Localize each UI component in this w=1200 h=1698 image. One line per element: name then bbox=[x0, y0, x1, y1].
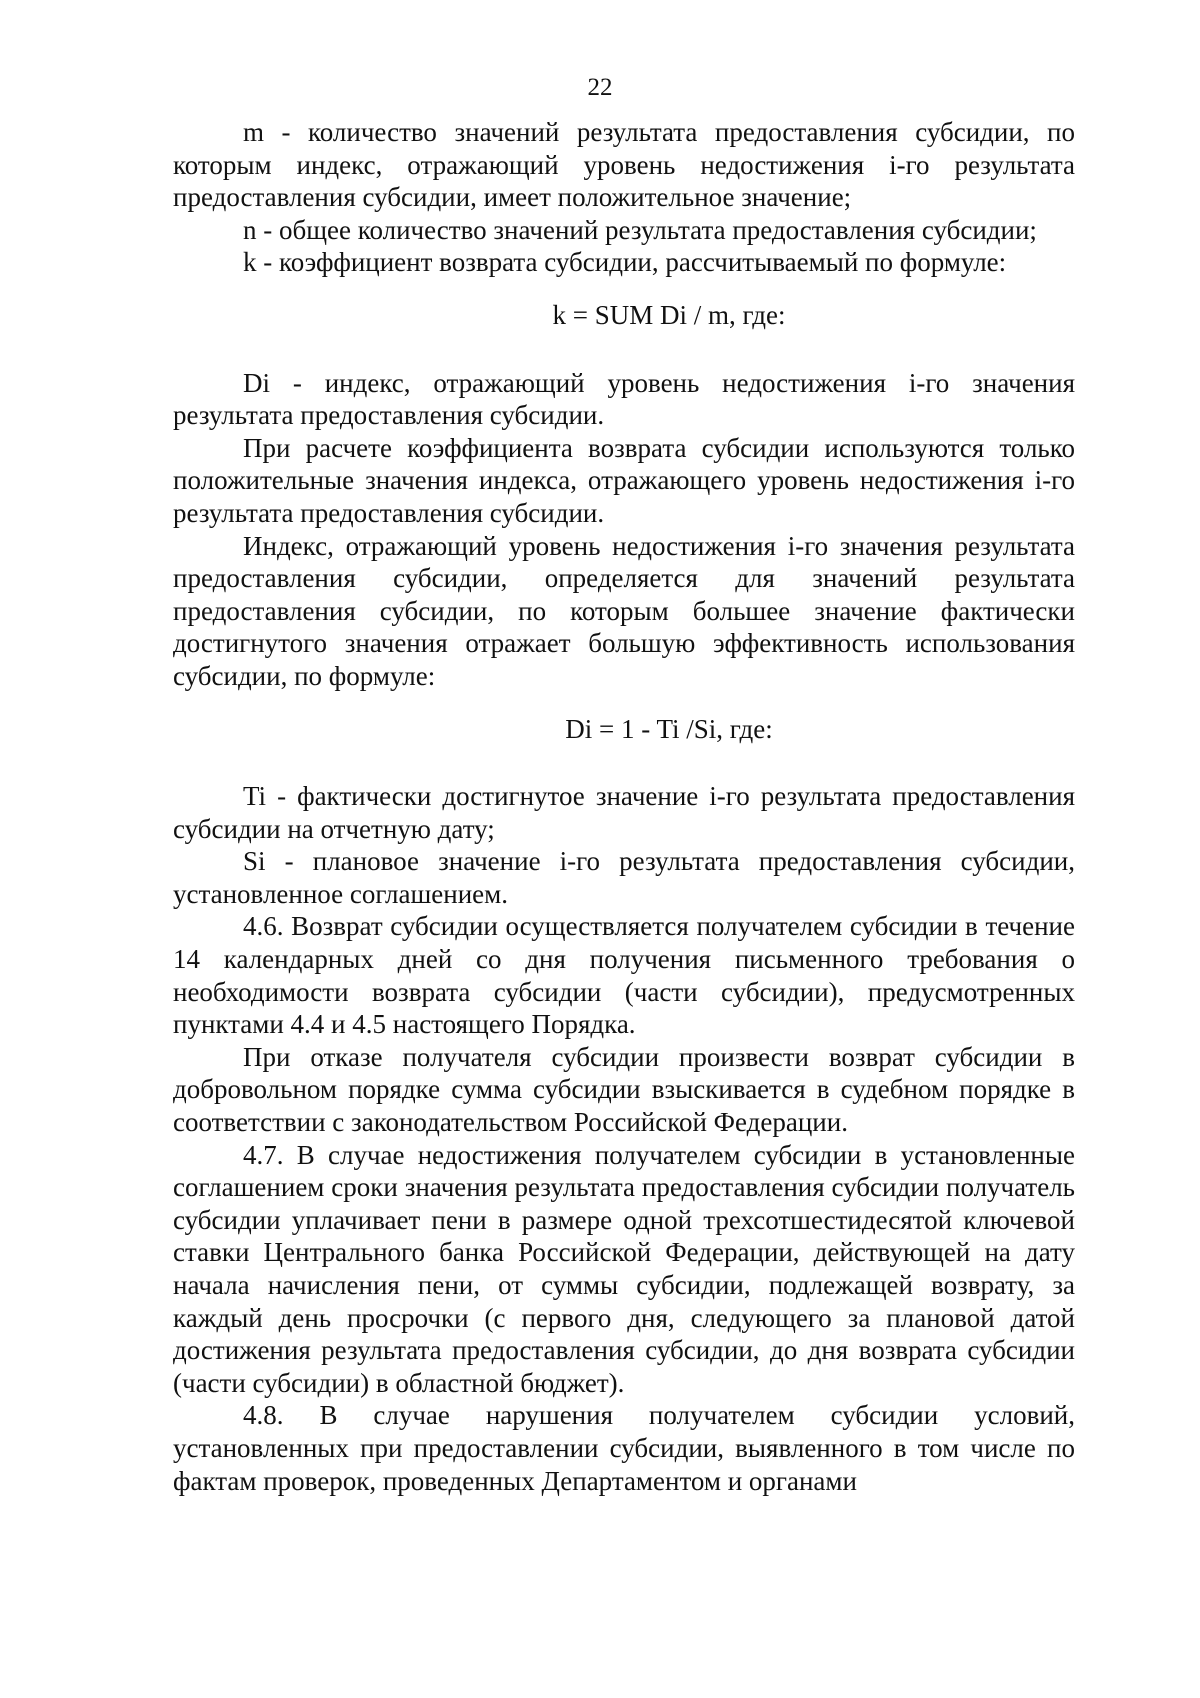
paragraph-positive-values: При расчете коэффициента возврата субсидии используются только положительные значения индекса, отражающего уровень недостижения i-го результата предоставления субсидии. bbox=[173, 432, 1075, 528]
formula-di: Di = 1 - Ti /Si, где: bbox=[565, 713, 773, 744]
paragraph-4-7: 4.7. В случае недостижения получателем субсидии в установленные соглашением сроки значения результата предоставления субсидии получатель субсидии уплачивает пени в размере одной трехсотшестидесятой ключевой ставки Центрального банка Российской Федерации, действующей на дату начала начисления пени, от суммы субсидии, подлежащей возврату, за каждый день просрочки (с первого дня, следующего за плановой датой достижения результата предоставления субсидии, до дня возврата субсидии (части субсидии) в областной бюджет). bbox=[173, 1139, 1075, 1398]
paragraph-di-definition: Di - индекс, отражающий уровень недостижения i-го значения результата предоставления субсидии. bbox=[173, 367, 1075, 431]
formula-k: k = SUM Di / m, где: bbox=[552, 299, 786, 330]
paragraph-si-definition: Si - плановое значение i-го результата предоставления субсидии, установленное соглашением. bbox=[173, 846, 1075, 909]
paragraph-4-6: 4.6. Возврат субсидии осуществляется получателем субсидии в течение 14 календарных дней со дня получения письменного требования о необходимости возврата субсидии (части субсидии), предусмотренных пунктами 4.4 и 4.5 настоящего Порядка. bbox=[173, 911, 1075, 1040]
paragraph-k-definition: k - коэффициент возврата субсидии, рассчитываемый по формуле: bbox=[243, 247, 1007, 278]
paragraph-4-8: 4.8. В случае нарушения получателем субсидии условий, установленных при предоставлении субсидии, выявленного в том числе по фактам проверок, проведенных Департаментом и органами bbox=[173, 1400, 1075, 1496]
paragraph-ti-definition: Ti - фактически достигнутое значение i-го результата предоставления субсидии на отчетную дату; bbox=[173, 781, 1075, 844]
page-number: 22 bbox=[587, 74, 613, 101]
document-body bbox=[173, 116, 1075, 1497]
paragraph-m-definition: m - количество значений результата предоставления субсидии, по которым индекс, отражающий уровень недостижения i-го результата предоставления субсидии, имеет положительное значение; bbox=[173, 117, 1075, 213]
paragraph-index-formula-intro: Индекс, отражающий уровень недостижения i-го значения результата предоставления субсидии, определяется для значений результата предоставления субсидии, по которым большее значение фактически достигнутого значения отражает большую эффективность использования субсидии, по формуле: bbox=[173, 530, 1075, 691]
paragraph-n-definition: n - общее количество значений результата предоставления субсидии; bbox=[243, 214, 1037, 245]
paragraph-refusal: При отказе получателя субсидии произвести возврат субсидии в добровольном порядке сумма субсидии взыскивается в судебном порядке в соответствии с законодательством Российской Федерации. bbox=[173, 1041, 1075, 1138]
